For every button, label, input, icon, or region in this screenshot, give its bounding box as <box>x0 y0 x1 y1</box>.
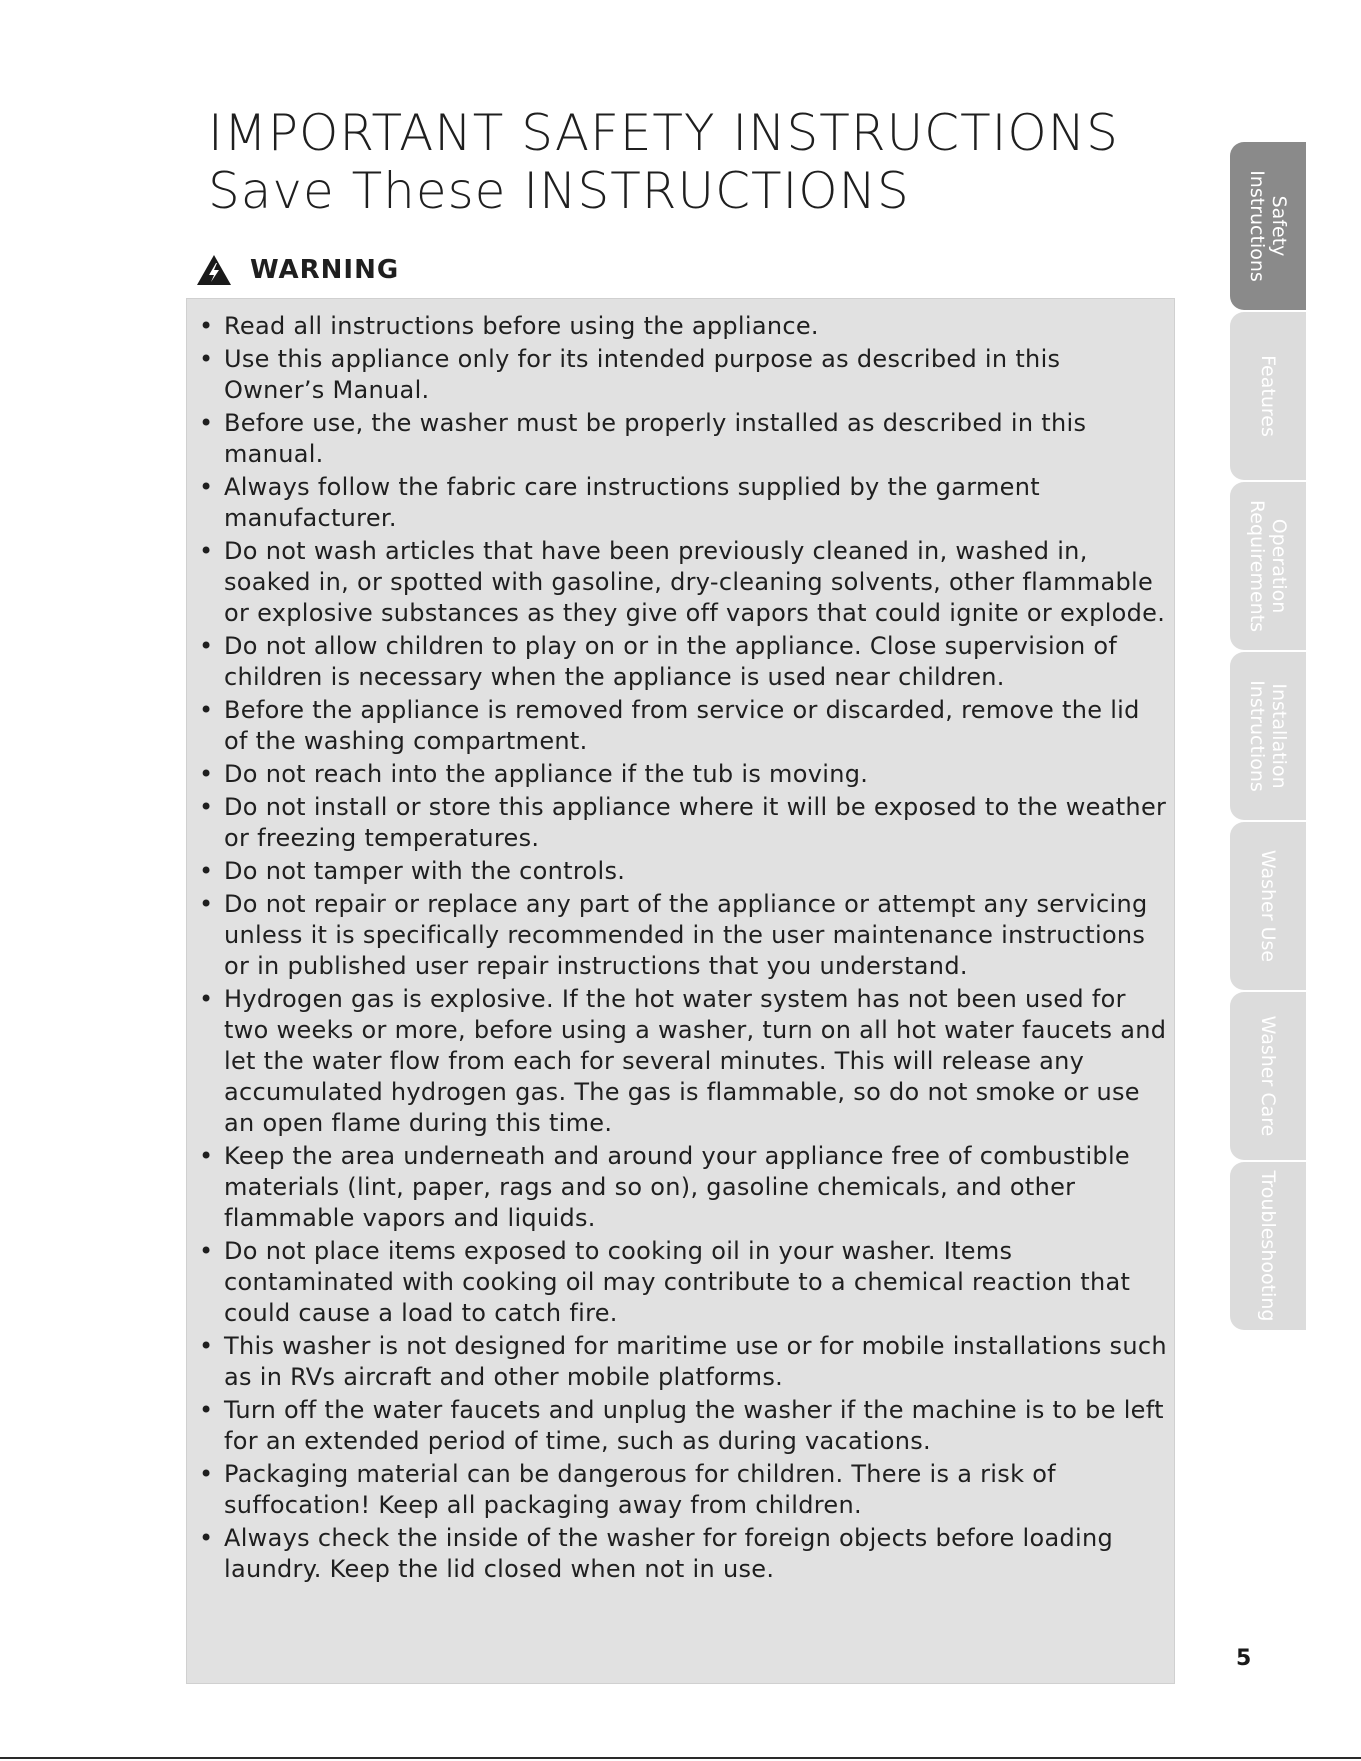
instruction-item <box>187 889 1174 982</box>
instruction-item <box>187 631 1174 693</box>
instruction-item <box>187 1523 1174 1585</box>
warning-label: WARNING <box>250 255 400 285</box>
instruction-item <box>187 984 1174 1139</box>
bullet-icon: • <box>199 1396 214 1424</box>
tab-operation[interactable] <box>1230 482 1306 650</box>
page-number: 5 <box>1236 1646 1252 1671</box>
instruction-text: Do not place items exposed to cooking oil in your washer. Items contaminated with cooking oil may contribute to a chemical reaction that could cause a load to catch fire. <box>224 1237 1131 1327</box>
tab-label-line: Operation <box>1268 518 1290 614</box>
instruction-text: Use this appliance only for its intended purpose as described in this Owner’s Manual. <box>224 345 1061 404</box>
instruction-item <box>187 1236 1174 1329</box>
instruction-item <box>187 536 1174 629</box>
instruction-list <box>187 299 1174 1585</box>
tab-troubleshooting[interactable] <box>1230 1162 1306 1330</box>
instruction-item <box>187 856 1174 887</box>
bullet-icon: • <box>199 409 214 437</box>
tab-label-line: Requirements <box>1246 499 1268 633</box>
page-heading <box>208 104 1168 220</box>
instruction-item <box>187 1141 1174 1234</box>
bullet-icon: • <box>199 473 214 501</box>
warning-box <box>186 298 1175 1684</box>
bullet-icon: • <box>199 345 214 373</box>
bottom-divider <box>0 1757 1361 1759</box>
instruction-item <box>187 408 1174 470</box>
bullet-icon: • <box>199 1237 214 1265</box>
bullet-icon: • <box>199 696 214 724</box>
instruction-text: Read all instructions before using the appliance. <box>224 312 819 340</box>
heading-line-1: IMPORTANT SAFETY INSTRUCTIONS <box>208 104 1119 162</box>
instruction-item <box>187 759 1174 790</box>
bullet-icon: • <box>199 537 214 565</box>
tab-safety[interactable] <box>1230 142 1306 310</box>
instruction-text: Always follow the fabric care instructions supplied by the garment manufacturer. <box>224 473 1040 532</box>
instruction-text: Packaging material can be dangerous for children. There is a risk of suffocation! Keep all packaging away from children. <box>224 1460 1056 1519</box>
instruction-text: Do not reach into the appliance if the tub is moving. <box>224 760 869 788</box>
instruction-text: Before the appliance is removed from service or discarded, remove the lid of the washing compartment. <box>224 696 1140 755</box>
instruction-text: Do not allow children to play on or in the appliance. Close supervision of children is necessary when the appliance is used near children. <box>224 632 1118 691</box>
bullet-icon: • <box>199 760 214 788</box>
warning-header <box>196 252 399 288</box>
instruction-text: Turn off the water faucets and unplug the washer if the machine is to be left for an extended period of time, such as during vacations. <box>224 1396 1164 1455</box>
instruction-text: Do not wash articles that have been previously cleaned in, washed in, soaked in, or spotted with gasoline, dry-cleaning solvents, other flammable or explosive substances as they give off vapors that could ignite or explode. <box>224 537 1166 627</box>
bullet-icon: • <box>199 312 214 340</box>
instruction-item <box>187 695 1174 757</box>
instruction-text: Keep the area underneath and around your appliance free of combustible materials (lint, paper, rags and so on), gasoline chemicals, and other flammable vapors and liquids. <box>224 1142 1130 1232</box>
bullet-icon: • <box>199 1332 214 1360</box>
warning-triangle-icon <box>196 254 232 286</box>
instruction-item <box>187 1395 1174 1457</box>
tab-label <box>1246 500 1290 632</box>
heading-line-2: Save These INSTRUCTIONS <box>208 162 910 220</box>
bullet-icon: • <box>199 1524 214 1552</box>
bullet-icon: • <box>199 857 214 885</box>
bullet-icon: • <box>199 985 214 1013</box>
bullet-icon: • <box>199 890 214 918</box>
instruction-text: Do not tamper with the controls. <box>224 857 626 885</box>
instruction-item <box>187 1331 1174 1393</box>
bullet-icon: • <box>199 1460 214 1488</box>
instruction-text: Do not install or store this appliance where it will be exposed to the weather or freezing temperatures. <box>224 793 1167 852</box>
tab-label-line: Troubleshooting <box>1257 1170 1279 1322</box>
tab-installation[interactable] <box>1230 652 1306 820</box>
tab-label <box>1257 1016 1279 1137</box>
section-tabs <box>1230 142 1306 1332</box>
tab-label-line: Features <box>1257 355 1279 437</box>
instruction-item <box>187 472 1174 534</box>
tab-label <box>1257 850 1279 962</box>
tab-label-line: Washer Use <box>1257 849 1279 963</box>
instruction-text: This washer is not designed for maritime use or for mobile installations such as in RVs aircraft and other mobile platforms. <box>224 1332 1167 1391</box>
tab-label-line: Instructions <box>1246 680 1268 792</box>
instruction-text: Hydrogen gas is explosive. If the hot water system has not been used for two weeks or more, before using a washer, turn on all hot water faucets and let the water flow from each for several minutes. This will release any accumulated hydrogen gas. The gas is flammable, so do not smoke or use an open flame during this time. <box>224 985 1167 1137</box>
bullet-icon: • <box>199 1142 214 1170</box>
tab-label-line: Installation <box>1268 683 1290 789</box>
tab-label-line: Washer Care <box>1257 1015 1279 1137</box>
instruction-item <box>187 344 1174 406</box>
tab-label-line: Safety <box>1268 195 1290 257</box>
instruction-text: Always check the inside of the washer for foreign objects before loading laundry. Keep the lid closed when not in use. <box>224 1524 1114 1583</box>
bullet-icon: • <box>199 632 214 660</box>
tab-label <box>1257 1171 1279 1322</box>
bullet-icon: • <box>199 793 214 821</box>
tab-label <box>1246 680 1290 792</box>
instruction-item <box>187 792 1174 854</box>
tab-label <box>1246 170 1290 282</box>
tab-label-line: Instructions <box>1246 170 1268 282</box>
instruction-item <box>187 1459 1174 1521</box>
tab-features[interactable] <box>1230 312 1306 480</box>
tab-label <box>1257 355 1279 437</box>
instruction-text: Do not repair or replace any part of the appliance or attempt any servicing unless it is specifically recommended in the user maintenance instructions or in published user repair instructions that you understand. <box>224 890 1148 980</box>
tab-washer-use[interactable] <box>1230 822 1306 990</box>
instruction-text: Before use, the washer must be properly installed as described in this manual. <box>224 409 1087 468</box>
tab-washer-care[interactable] <box>1230 992 1306 1160</box>
instruction-item <box>187 311 1174 342</box>
